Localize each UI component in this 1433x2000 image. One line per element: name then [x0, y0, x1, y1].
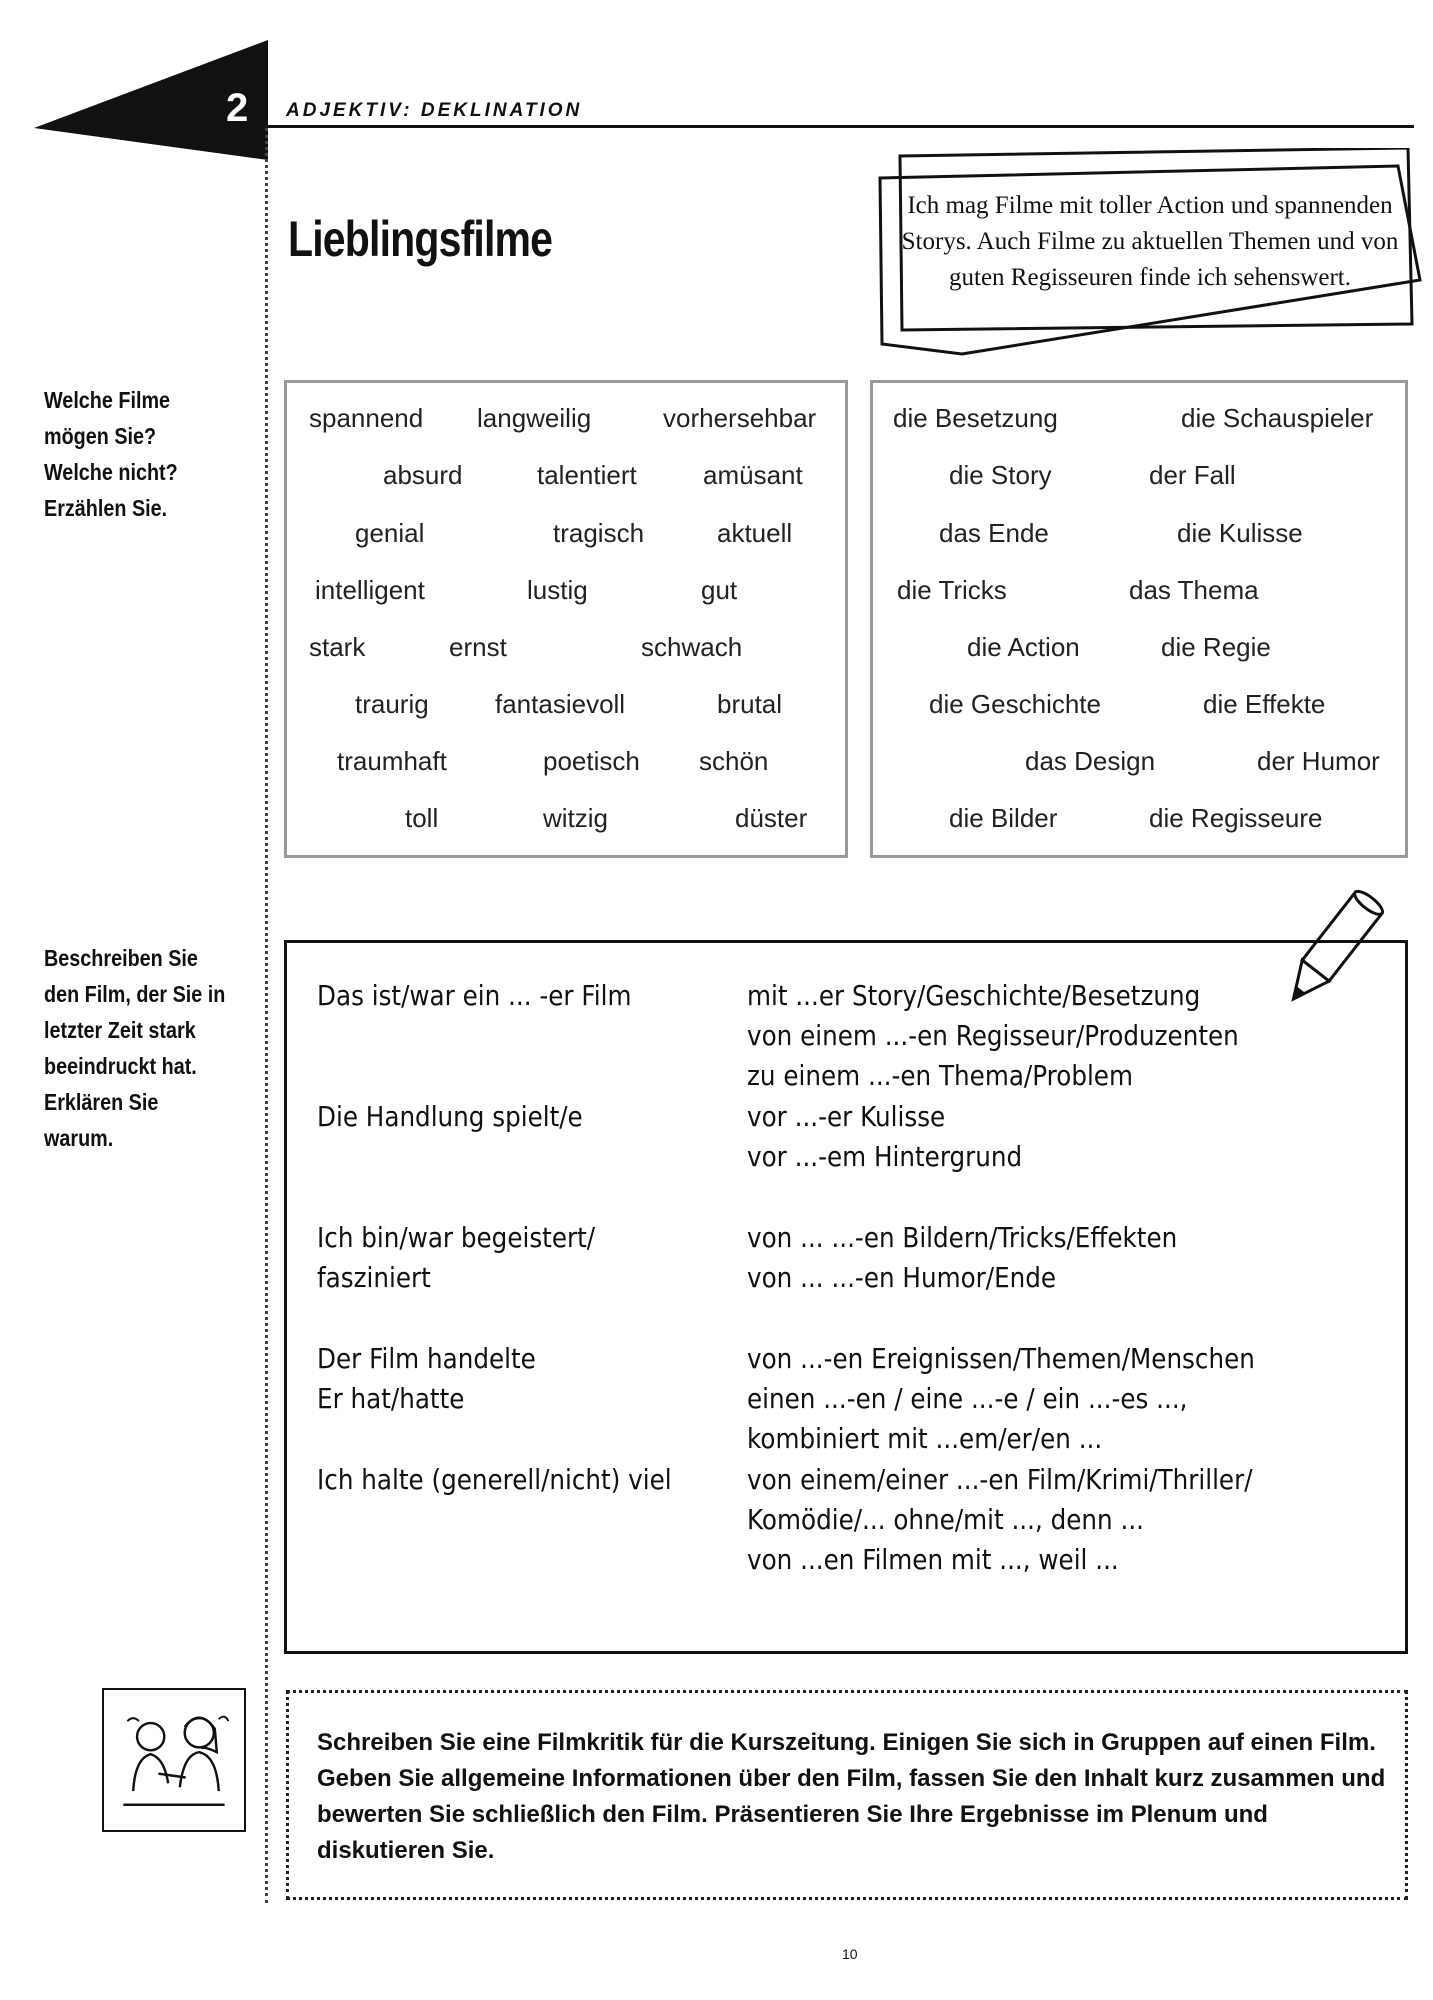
- page-number: 10: [842, 1946, 858, 1962]
- side-note-line: Welche Filme: [44, 387, 171, 413]
- side-note-line: den Film, der Sie in: [44, 981, 226, 1007]
- phrase-left: Der Film handelte: [317, 1342, 536, 1375]
- phrase-left: Das ist/war ein ... -er Film: [317, 979, 632, 1012]
- task-box: [286, 1690, 1408, 1900]
- phrase-right: mit ...er Story/Geschichte/Besetzung: [747, 979, 1201, 1012]
- margin-dotted-line: [265, 128, 268, 1903]
- phrase-right: von ... ...-en Humor/Ende: [747, 1261, 1057, 1294]
- phrase-right: von ... ...-en Bildern/Tricks/Effekten: [747, 1221, 1178, 1254]
- phrase-right: zu einem ...-en Thema/Problem: [747, 1059, 1133, 1092]
- noun-word: der Humor: [1257, 746, 1380, 776]
- adjective-word: poetisch: [543, 746, 640, 776]
- noun-word: die Geschichte: [929, 689, 1101, 719]
- noun-word: die Effekte: [1203, 689, 1326, 719]
- noun-box: [870, 380, 1408, 858]
- noun-word: die Story: [949, 460, 1052, 490]
- noun-word: die Regie: [1161, 632, 1271, 662]
- page-title: Lieblingsfilme: [288, 211, 553, 267]
- noun-word: die Bilder: [949, 803, 1058, 833]
- chapter-title: ADJEKTIV: DEKLINATION: [286, 100, 583, 121]
- adjective-word: langweilig: [477, 403, 592, 433]
- adjective-box: [284, 380, 848, 858]
- side-note-line: Beschreiben Sie: [44, 945, 198, 971]
- side-note-line: Erklären Sie warum.: [44, 1089, 159, 1151]
- phrase-box: [284, 940, 1408, 1654]
- adjective-word: genial: [355, 518, 425, 548]
- phrase-right: von ...-en Ereignissen/Themen/Menschen: [747, 1342, 1255, 1375]
- phrase-left: Er hat/hatte: [317, 1382, 465, 1415]
- chapter-number: 2: [226, 86, 249, 130]
- phrase-left: Ich bin/war begeistert/: [317, 1221, 596, 1254]
- side-note-line: beeindruckt hat.: [44, 1053, 197, 1079]
- side-note-describe-film: [44, 940, 229, 1156]
- adjective-word: talentiert: [537, 460, 637, 490]
- adjective-word: vorhersehbar: [663, 403, 817, 433]
- phrase-right: vor ...-er Kulisse: [747, 1100, 946, 1133]
- adjective-word: traumhaft: [337, 746, 447, 776]
- noun-word: die Besetzung: [893, 403, 1058, 433]
- phrase-right: einen ...-en / eine ...-e / ein ...-es ...,: [747, 1382, 1188, 1415]
- side-note-line: mögen Sie?: [44, 423, 157, 449]
- noun-word: das Design: [1025, 746, 1156, 776]
- phrase-right: vor ...-em Hintergrund: [747, 1140, 1023, 1173]
- noun-word: die Tricks: [897, 575, 1007, 605]
- adjective-word: intelligent: [315, 575, 425, 605]
- discussion-icon: [102, 1688, 246, 1832]
- phrase-left: fasziniert: [317, 1261, 431, 1294]
- quote-text: Ich mag Filme mit toller Action und spannenden Storys. Auch Filme zu aktuellen Themen und von guten Regisseuren finde ich sehenswert.: [901, 192, 1399, 291]
- phrase-left: Die Handlung spielt/e: [317, 1100, 583, 1133]
- task-text: Schreiben Sie eine Filmkritik für die Kurszeitung. Einigen Sie sich in Gruppen auf einen Film. Geben Sie allgemeine Informationen über den Film, fassen Sie den Inhalt kurz zusammen und bewerten Sie schließlich den Film. Präsentieren Sie Ihre Ergebnisse im Plenum und diskutieren Sie.: [317, 1729, 1386, 1864]
- adjective-word: amüsant: [703, 460, 803, 490]
- noun-word: das Ende: [939, 518, 1049, 548]
- noun-word: der Fall: [1149, 460, 1236, 490]
- phrase-right: von ...en Filmen mit ..., weil ...: [747, 1543, 1119, 1576]
- adjective-word: brutal: [717, 689, 783, 719]
- side-note-line: Welche nicht?: [44, 459, 178, 485]
- side-note-favorite-films: [44, 382, 229, 526]
- phrase-left: Ich halte (generell/nicht) viel: [317, 1463, 672, 1496]
- adjective-word: ernst: [449, 632, 507, 662]
- adjective-word: witzig: [543, 803, 609, 833]
- side-note-line: letzter Zeit stark: [44, 1017, 196, 1043]
- adjective-word: spannend: [309, 403, 424, 433]
- phrase-right: von einem/einer ...-en Film/Krimi/Thriller/: [747, 1463, 1253, 1496]
- adjective-word: lustig: [527, 575, 588, 605]
- adjective-word: aktuell: [717, 518, 793, 548]
- adjective-word: gut: [701, 575, 738, 605]
- noun-word: das Thema: [1129, 575, 1259, 605]
- adjective-word: schwach: [641, 632, 743, 662]
- phrase-right: Komödie/... ohne/mit ..., denn ...: [747, 1503, 1145, 1536]
- adjective-word: düster: [735, 803, 808, 833]
- adjective-word: tragisch: [553, 518, 645, 548]
- side-note-line: Erzählen Sie.: [44, 495, 168, 521]
- adjective-word: stark: [309, 632, 366, 662]
- noun-word: die Regisseure: [1149, 803, 1323, 833]
- noun-word: die Kulisse: [1177, 518, 1303, 548]
- phrase-right: kombiniert mit ...em/er/en ...: [747, 1422, 1103, 1455]
- adjective-word: fantasievoll: [495, 689, 626, 719]
- adjective-word: schön: [699, 746, 769, 776]
- noun-word: die Action: [967, 632, 1080, 662]
- adjective-word: absurd: [383, 460, 463, 490]
- phrase-right: von einem ...-en Regisseur/Produzenten: [747, 1019, 1239, 1052]
- adjective-word: toll: [405, 803, 439, 833]
- header-rule: [266, 125, 1414, 128]
- adjective-word: traurig: [355, 689, 429, 719]
- noun-word: die Schauspieler: [1181, 403, 1374, 433]
